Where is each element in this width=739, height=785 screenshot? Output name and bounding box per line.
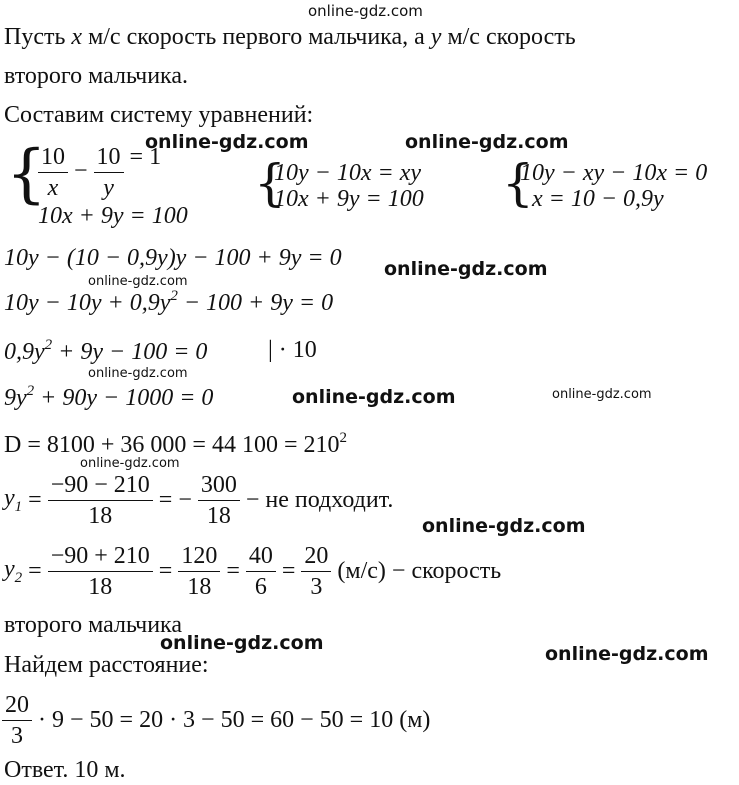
intro-line-2: второго мальчика.	[4, 63, 188, 89]
system-1-equation-2: 10x + 9y = 100	[38, 203, 188, 229]
distance-heading: Найдем расстояние:	[4, 652, 209, 678]
step-2-part-a: 10y − 10y + 0,9y	[4, 290, 171, 316]
y2-label	[4, 556, 22, 587]
denominator: 18	[206, 503, 231, 529]
root-y1-line	[4, 470, 393, 531]
step-3	[4, 337, 207, 366]
denominator: 3	[310, 574, 323, 600]
fraction-y2	[48, 541, 153, 602]
minus-sign: −	[74, 158, 88, 185]
step-4-part-a: 9y	[4, 385, 27, 411]
watermark-text: online-gdz.com	[308, 2, 423, 20]
numerator: 20	[2, 690, 32, 721]
step-2-part-b: − 100 + 9y = 0	[177, 290, 334, 316]
variable-y: y	[430, 24, 442, 50]
intro-line-1	[4, 22, 576, 52]
equals-sign: =	[281, 558, 296, 584]
intro-text-3: скорость	[485, 24, 576, 50]
numerator: 10	[38, 142, 68, 173]
watermark-text: online-gdz.com	[88, 274, 188, 289]
left-brace-system-1: {	[6, 137, 47, 211]
numerator: 40	[246, 541, 276, 572]
denominator: 18	[88, 503, 113, 529]
equals-sign: =	[158, 558, 173, 584]
watermark-text: online-gdz.com	[405, 131, 569, 153]
distance-expression: · 9 − 50 = 20 · 3 − 50 = 60 − 50 = 10 (м)	[38, 707, 431, 733]
fraction-10-over-x	[38, 142, 68, 203]
watermark-text: online-gdz.com	[88, 366, 188, 381]
watermark-text: online-gdz.com	[160, 632, 324, 654]
exponent: 2	[26, 383, 35, 399]
watermark-text: online-gdz.com	[145, 131, 309, 153]
denominator: y	[103, 175, 114, 201]
equals-one: = 1	[129, 144, 162, 171]
y1-label	[4, 485, 22, 516]
step-5-discriminant	[4, 430, 347, 459]
y2-unit-and-meaning: (м/с) − скорость	[337, 558, 502, 584]
denominator: 18	[187, 574, 212, 600]
fraction-10-over-y	[94, 142, 124, 203]
fraction-40-over-6	[246, 541, 276, 602]
system-2-equation-2: 10x + 9y = 100	[274, 186, 424, 212]
multiply-by-ten-note: | · 10	[268, 337, 317, 363]
step-4-part-b: + 90y − 1000 = 0	[34, 385, 214, 411]
watermark-text: online-gdz.com	[422, 515, 586, 537]
fraction-120-over-18	[178, 541, 220, 602]
exponent: 2	[44, 337, 53, 353]
equals-sign: =	[28, 558, 42, 584]
unit-y: м/с	[447, 24, 480, 50]
denominator: x	[47, 175, 59, 201]
watermark-text: online-gdz.com	[545, 643, 709, 665]
watermark-text: online-gdz.com	[80, 456, 180, 471]
numerator: −90 + 210	[48, 541, 153, 572]
fraction-y1	[48, 470, 153, 531]
numerator: 120	[178, 541, 220, 572]
denominator: 6	[254, 574, 267, 600]
system-1-equation-1	[38, 142, 161, 203]
equals-sign: =	[28, 487, 42, 513]
subscript: 2	[14, 570, 23, 586]
system-heading: Составим систему уравнений:	[4, 102, 314, 128]
system-3-equation-1: 10y − xy − 10x = 0	[520, 160, 708, 186]
y-letter: y	[4, 556, 15, 582]
step-3-part-b: + 9y − 100 = 0	[52, 339, 208, 365]
step-3-part-a: 0,9y	[4, 339, 45, 365]
numerator: 300	[198, 470, 240, 501]
exponent: 2	[339, 430, 347, 446]
answer: Ответ. 10 м.	[4, 757, 126, 783]
step-1: 10y − (10 − 0,9y)y − 100 + 9y = 0	[4, 245, 342, 271]
unit-x: м/с	[88, 24, 121, 50]
left-brace-system-3: {	[502, 154, 534, 212]
fraction-300-over-18	[198, 470, 240, 531]
system-2-equation-1: 10y − 10x = xy	[274, 160, 421, 186]
left-brace-system-2: {	[254, 154, 286, 212]
y-letter: y	[4, 485, 15, 511]
numerator: −90 − 210	[48, 470, 153, 501]
watermark-text: online-gdz.com	[292, 386, 456, 408]
numerator: 10	[94, 142, 124, 173]
step-2	[4, 288, 333, 317]
root-y2-line	[4, 541, 501, 602]
system-3-equation-2: x = 10 − 0,9y	[532, 186, 664, 212]
intro-text-1: Пусть	[4, 24, 66, 50]
distance-calculation	[2, 690, 430, 751]
intro-text-2: скорость первого мальчика, а	[126, 24, 425, 50]
equals-sign: =	[226, 558, 240, 584]
exponent: 2	[170, 288, 178, 304]
y1-not-suitable: − не подходит.	[245, 487, 394, 513]
fraction-20-over-3	[2, 690, 32, 751]
fraction-20-over-3	[301, 541, 331, 602]
watermark-text: online-gdz.com	[384, 258, 548, 280]
watermark-text: online-gdz.com	[552, 387, 652, 402]
variable-x: x	[71, 24, 83, 50]
step-4	[4, 383, 213, 412]
subscript: 1	[14, 499, 23, 515]
y2-meaning-line-2: второго мальчика	[4, 612, 182, 638]
numerator: 20	[301, 541, 331, 572]
denominator: 18	[88, 574, 113, 600]
equals-minus: = −	[158, 487, 192, 513]
discriminant-expression: D = 8100 + 36 000 = 44 100 = 210	[4, 432, 340, 458]
denominator: 3	[11, 723, 23, 749]
